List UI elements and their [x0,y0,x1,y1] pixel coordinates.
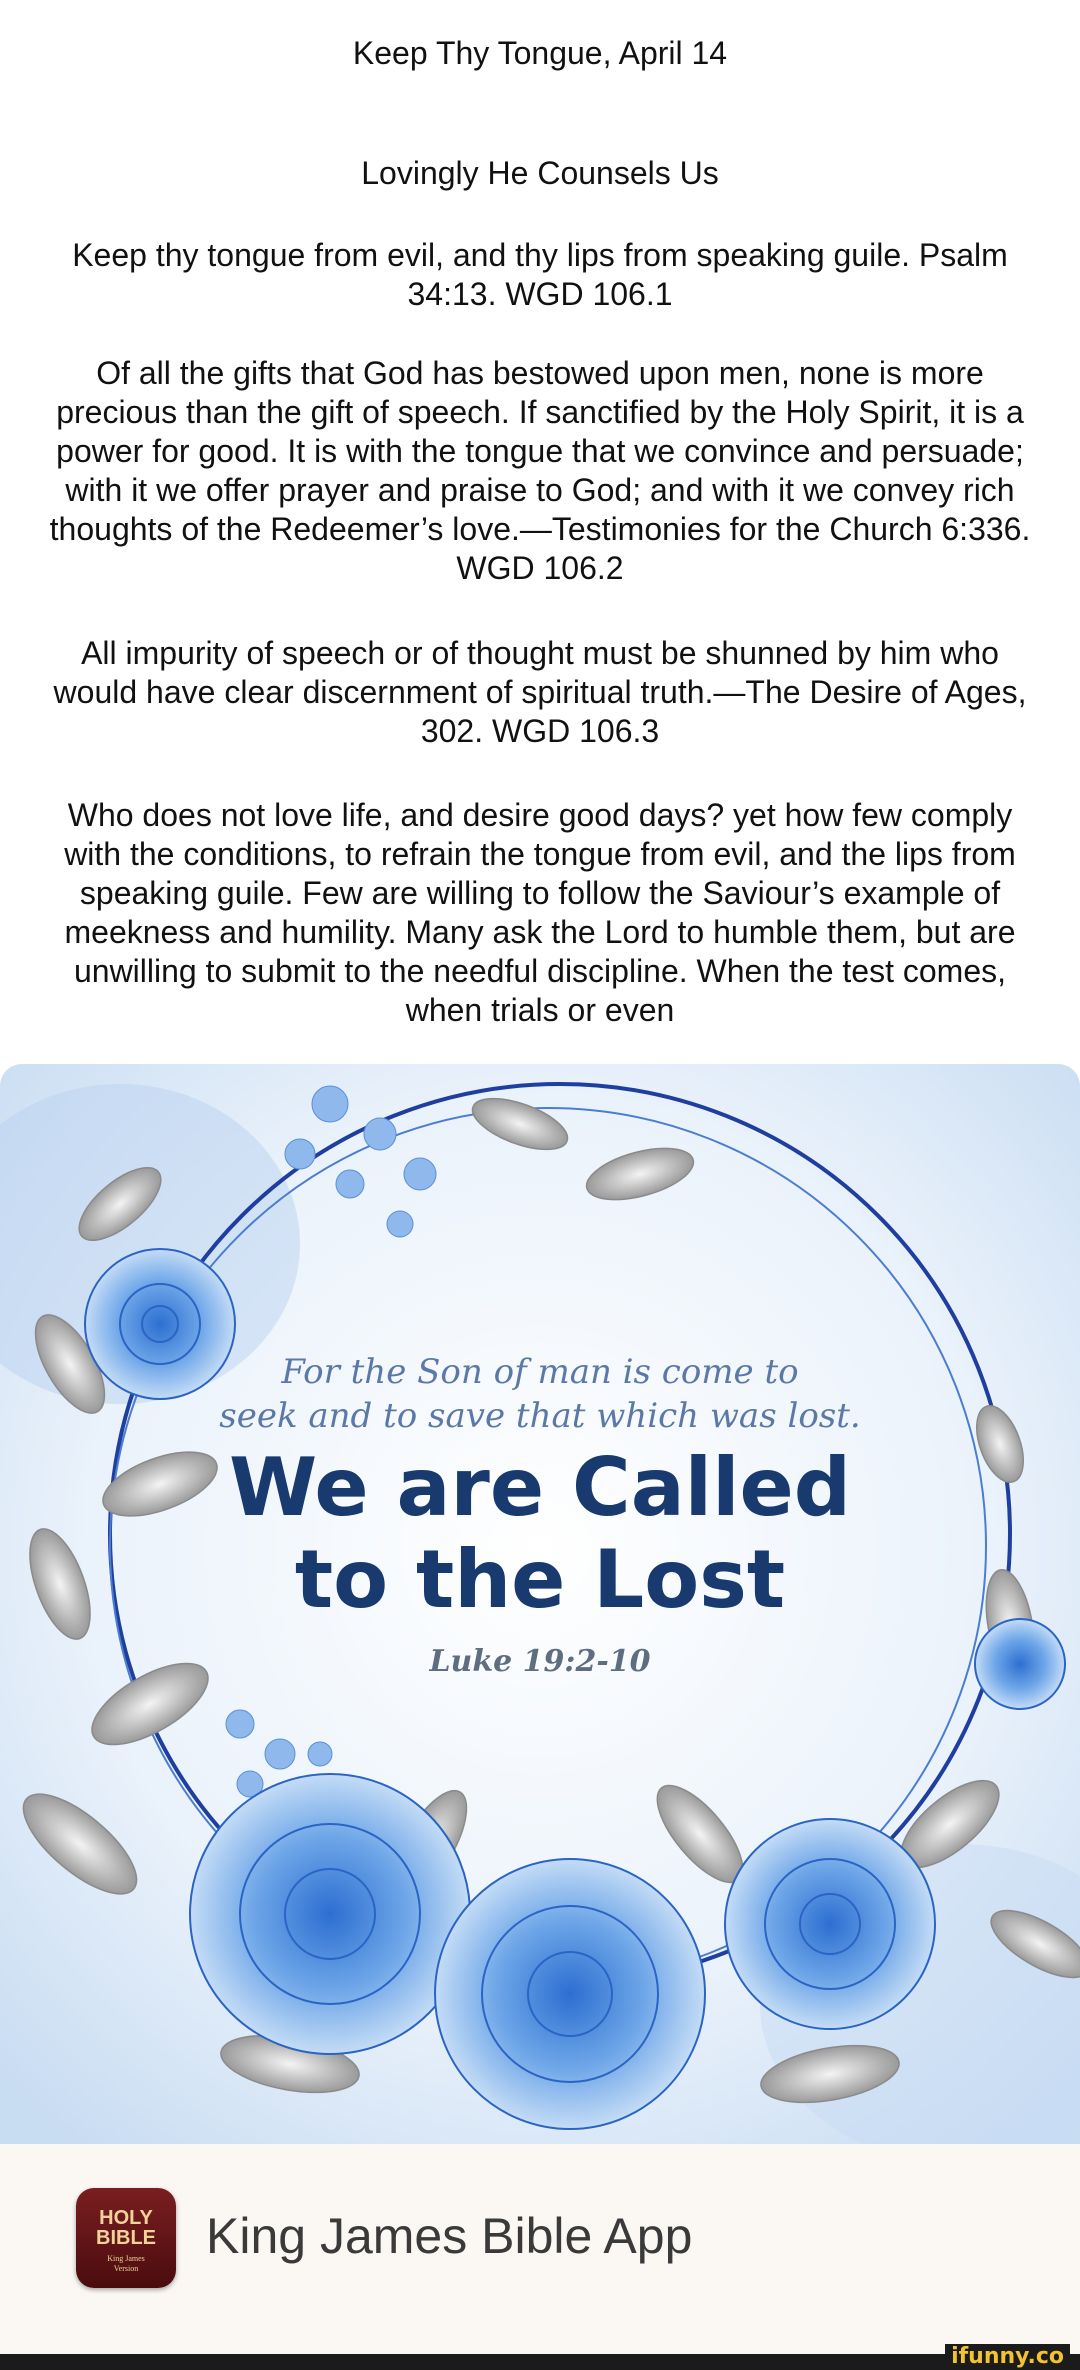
bottom-bar [0,2354,1080,2370]
paragraph: All impurity of speech or of thought must be shunned by him who would have clear discernment of spiritual truth.—The Desire of Ages, 302. WGD 106.3 [53,635,1027,749]
shared-image-card[interactable] [0,1064,1080,2354]
app-name: King James Bible App [206,2208,693,2264]
post-subtitle: Lovingly He Counsels Us [361,155,719,191]
scripture-reference: Luke 19:2-10 [429,1644,651,1679]
quote-line: For the Son of man is come to [281,1352,799,1392]
paragraph: Of all the gifts that God has bestowed upon men, none is more precious than the gift of speech. If sanctified by the Holy Spirit, it is a power for good. It is with the tongue that we convince and persuade; with it we offer prayer and praise to God; and with it we convey rich thoughts of the Redeemer’s love.—Testimonies for the Church 6:336. WGD 106.2 [49,355,1031,586]
quote-line: seek and to save that which was lost. [219,1396,861,1436]
paragraph: Keep thy tongue from evil, and thy lips from speaking guile. Psalm 34:13. WGD 106.1 [72,237,1008,312]
icon-text: BIBLE [96,2227,156,2249]
post-text [0,0,1080,1060]
icon-text: Version [113,2264,139,2273]
icon-text: King James [107,2254,145,2263]
icon-text: HOLY [99,2207,153,2229]
ifunny-watermark: ifunny.co [945,2344,1070,2370]
paragraph: Who does not love life, and desire good days? yet how few comply with the conditions, to refrain the tongue from evil, and the lips from speaking guile. Few are willing to follow the Saviour’s example of meekness and humility. Many ask the Lord to humble them, but are unwilling to submit to the needful discipline. When the test comes, when trials or even [64,797,1016,1028]
post-title: Keep Thy Tongue, April 14 [352,35,728,71]
bible-app-icon [76,2188,176,2288]
headline: to the Lost [294,1533,786,1626]
app-attribution[interactable] [0,2144,1080,2354]
headline: We are Called [228,1441,852,1534]
